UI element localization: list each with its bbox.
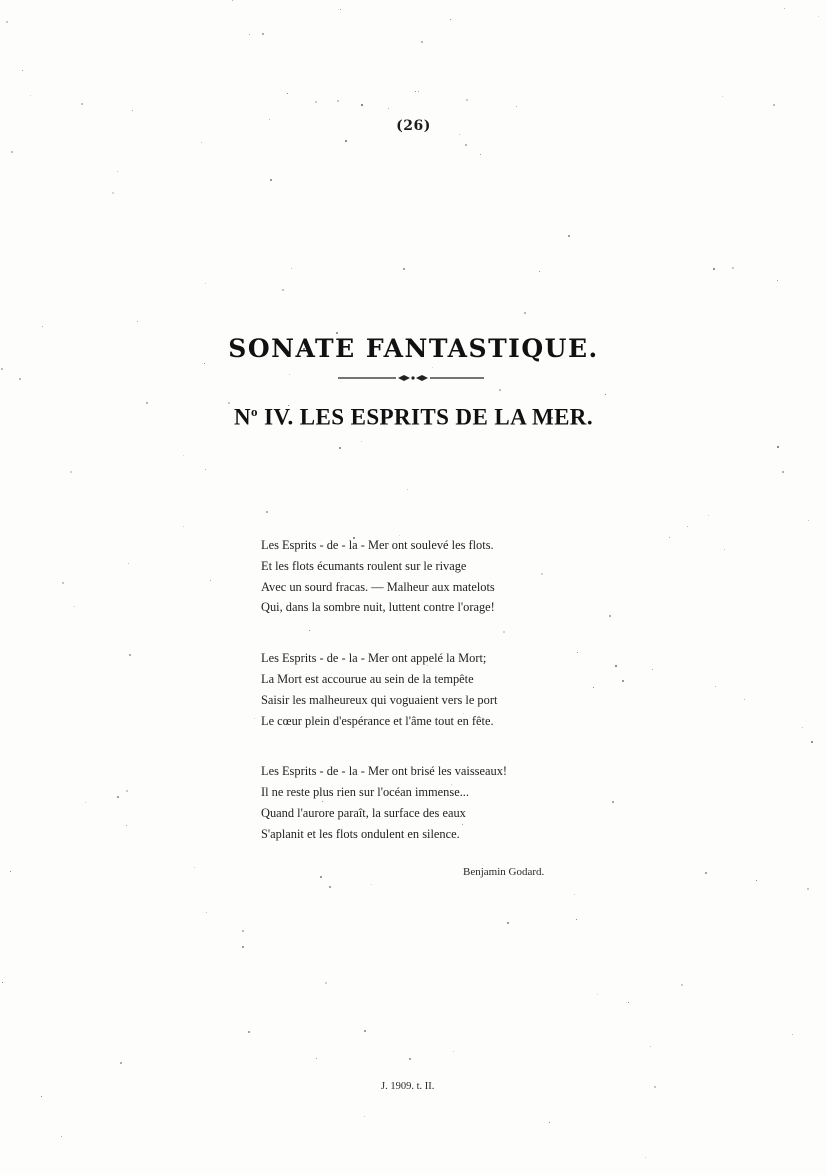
paper-speck: [715, 686, 716, 687]
paper-speck: [249, 34, 250, 35]
paper-speck: [126, 790, 128, 792]
paper-speck: [270, 179, 272, 181]
paper-speck: [650, 1046, 651, 1047]
paper-speck: [792, 1034, 793, 1035]
paper-speck: [507, 922, 509, 924]
paper-speck: [112, 192, 114, 194]
paper-speck: [403, 268, 405, 270]
paper-speck: [282, 289, 284, 291]
paper-speck: [205, 283, 206, 284]
poem-line: Les Esprits - de - la - Mer ont appelé la Mort;: [261, 651, 487, 666]
paper-speck: [289, 374, 290, 375]
paper-speck: [329, 886, 331, 888]
paper-speck: [654, 1086, 656, 1088]
paper-speck: [1, 368, 3, 370]
paper-speck: [132, 110, 133, 111]
paper-speck: [361, 104, 363, 106]
paper-speck: [622, 680, 624, 682]
paper-speck: [568, 235, 570, 237]
section-subtitle: [0, 404, 827, 431]
paper-speck: [645, 1157, 646, 1158]
paper-speck: [687, 526, 688, 527]
paper-speck: [784, 8, 785, 9]
paper-speck: [409, 1058, 411, 1060]
subtitle-prefix: N: [234, 404, 252, 430]
paper-speck: [777, 446, 779, 448]
paper-speck: [605, 394, 606, 395]
paper-speck: [773, 104, 775, 106]
poem-line: Saisir les malheureux qui voguaient vers le port: [261, 692, 498, 707]
paper-speck: [30, 95, 31, 96]
poem: [261, 535, 581, 875]
footer-plate-number: J. 1909. t. II.: [381, 1081, 435, 1092]
page-title: SONATE FANTASTIQUE.: [228, 334, 599, 363]
paper-speck: [756, 880, 757, 881]
paper-speck: [254, 718, 255, 719]
paper-speck: [681, 984, 683, 986]
paper-speck: [61, 1136, 62, 1137]
poem-line: La Mort est accourue au sein de la tempête: [261, 671, 474, 686]
paper-speck: [802, 727, 803, 728]
author-signature: Benjamin Godard.: [463, 866, 545, 878]
paper-speck: [287, 93, 288, 94]
paper-speck: [361, 441, 362, 442]
paper-speck: [316, 1058, 317, 1059]
poem-line: Les Esprits - de - la - Mer ont brisé les vaisseaux!: [261, 764, 508, 779]
paper-speck: [183, 455, 184, 456]
paper-speck: [364, 1116, 365, 1117]
paper-speck: [41, 1096, 42, 1097]
paper-speck: [499, 389, 501, 391]
paper-speck: [117, 796, 119, 798]
paper-speck: [732, 267, 734, 269]
paper-speck: [128, 563, 129, 564]
paper-speck: [85, 802, 86, 803]
subtitle-sup: o: [251, 404, 258, 419]
paper-speck: [466, 99, 468, 101]
paper-speck: [10, 871, 11, 872]
paper-speck: [407, 489, 408, 490]
paper-speck: [120, 1062, 122, 1064]
paper-speck: [459, 134, 460, 135]
paper-speck: [722, 96, 723, 97]
paper-speck: [340, 9, 341, 10]
paper-speck: [206, 912, 207, 913]
subtitle-text: IV. LES ESPRITS DE LA MER.: [257, 404, 593, 430]
paper-speck: [421, 41, 423, 43]
paper-speck: [364, 1030, 366, 1032]
paper-speck: [705, 872, 707, 874]
poem-line: Le cœur plein d'espérance et l'âme tout en fête.: [261, 713, 494, 728]
paper-speck: [713, 268, 715, 270]
page-number: (26): [396, 118, 431, 134]
paper-speck: [524, 312, 526, 314]
stanza: [261, 535, 581, 618]
paper-speck: [262, 33, 264, 35]
paper-speck: [453, 1051, 454, 1052]
poem-line: Avec un sourd fracas. — Malheur aux matelots: [261, 579, 495, 594]
paper-speck: [81, 103, 83, 105]
paper-speck: [724, 549, 725, 550]
paper-speck: [242, 930, 244, 932]
paper-speck: [129, 654, 131, 656]
paper-speck: [465, 144, 467, 146]
paper-speck: [320, 876, 322, 878]
paper-speck: [516, 106, 517, 107]
paper-speck: [549, 1122, 550, 1123]
paper-speck: [126, 825, 127, 826]
paper-speck: [539, 271, 540, 272]
paper-speck: [42, 326, 43, 327]
paper-speck: [371, 884, 372, 885]
paper-speck: [574, 894, 575, 895]
paper-speck: [612, 801, 614, 803]
paper-speck: [628, 1002, 629, 1003]
paper-speck: [117, 171, 118, 172]
paper-speck: [11, 151, 13, 153]
paper-speck: [201, 142, 202, 143]
paper-speck: [205, 469, 206, 470]
poem-line: Les Esprits - de - la - Mer ont soulevé les flots.: [261, 538, 494, 552]
paper-speck: [232, 0, 233, 1]
paper-speck: [609, 615, 611, 617]
paper-speck: [450, 19, 451, 20]
paper-speck: [210, 580, 211, 581]
poem-line: Il ne reste plus rien sur l'océan immense...: [261, 785, 469, 800]
paper-speck: [19, 378, 21, 380]
paper-speck: [782, 471, 784, 473]
paper-speck: [818, 16, 819, 17]
paper-speck: [183, 526, 184, 527]
paper-speck: [266, 511, 268, 513]
paper-speck: [597, 994, 598, 995]
paper-speck: [808, 520, 809, 521]
paper-speck: [744, 699, 745, 700]
paper-speck: [811, 741, 813, 743]
paper-speck: [315, 101, 317, 103]
paper-speck: [6, 21, 8, 23]
paper-speck: [325, 982, 327, 984]
paper-speck: [615, 665, 617, 667]
paper-speck: [194, 867, 195, 868]
paper-speck: [339, 447, 341, 449]
paper-speck: [593, 687, 594, 688]
paper-speck: [291, 268, 292, 269]
paper-speck: [70, 471, 72, 473]
paper-speck: [74, 606, 75, 607]
paper-speck: [345, 140, 347, 142]
paper-speck: [388, 108, 389, 109]
paper-speck: [337, 100, 339, 102]
poem-line: Quand l'aurore paraît, la surface des eaux: [261, 805, 466, 820]
stanza: [261, 648, 581, 731]
poem-line: S'aplanit et les flots ondulent en silence.: [261, 826, 460, 841]
paper-speck: [137, 321, 138, 322]
poem-line: Et les flots écumants roulent sur le rivage: [261, 558, 467, 573]
paper-speck: [576, 919, 577, 920]
stanza: [261, 761, 581, 844]
paper-speck: [62, 582, 64, 584]
paper-speck: [418, 91, 419, 92]
paper-speck: [432, 367, 433, 368]
paper-speck: [22, 70, 23, 71]
paper-speck: [480, 154, 481, 155]
paper-speck: [807, 888, 809, 890]
paper-speck: [708, 515, 709, 516]
paper-speck: [669, 537, 670, 538]
paper-speck: [204, 363, 205, 364]
paper-speck: [2, 982, 3, 983]
paper-speck: [777, 280, 778, 281]
paper-speck: [248, 1031, 250, 1033]
paper-speck: [415, 91, 416, 92]
poem-line: Qui, dans la sombre nuit, luttent contre l'orage!: [261, 600, 495, 615]
paper-speck: [242, 946, 244, 948]
title-divider: [338, 373, 484, 383]
paper-speck: [652, 669, 653, 670]
